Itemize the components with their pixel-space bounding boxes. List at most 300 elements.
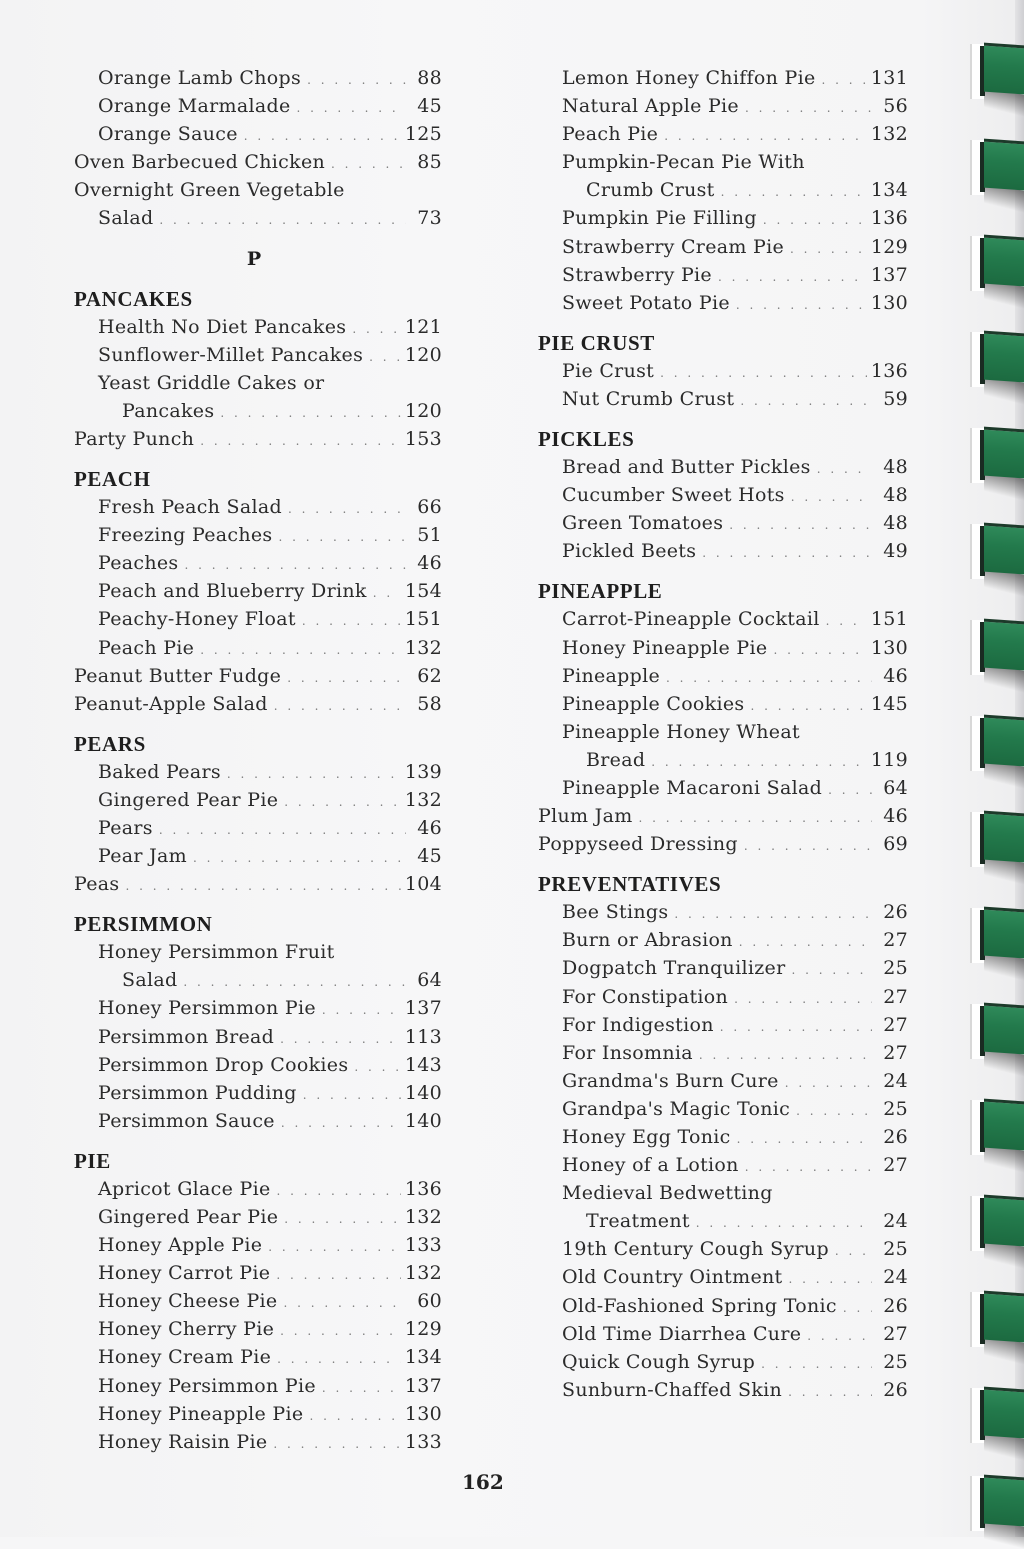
index-entry — [74, 1023, 442, 1051]
leader-dots — [740, 387, 872, 415]
entry-name: Honey Persimmon Pie — [98, 997, 316, 1020]
ring-band — [984, 1195, 1024, 1247]
binding-ring — [958, 1196, 1024, 1266]
entry-name: Old Country Ointment — [562, 1266, 783, 1289]
leader-dots — [750, 692, 866, 720]
leader-dots — [639, 804, 872, 832]
entry-page-number: 104 — [404, 873, 442, 896]
index-entry — [74, 64, 442, 92]
entry-name: Orange Lamb Chops — [98, 67, 302, 89]
entry-page-number: 129 — [404, 1318, 442, 1341]
entry-name: Medieval Bedwetting — [562, 1182, 773, 1205]
index-entry — [538, 1348, 908, 1376]
entry-page-number: 130 — [870, 291, 908, 314]
entry-page-number: 130 — [870, 636, 908, 659]
entry-name: Gingered Pear Pie — [98, 788, 279, 811]
index-entry — [538, 92, 908, 120]
leader-dots — [785, 1069, 872, 1097]
binding-ring — [958, 1476, 1024, 1546]
index-entry — [538, 926, 908, 954]
ring-band — [984, 715, 1024, 767]
binding-ring — [958, 620, 1024, 690]
leader-dots — [331, 150, 406, 178]
entry-page-number: 133 — [404, 1430, 442, 1453]
index-entry — [74, 1428, 442, 1456]
index-entry — [538, 690, 908, 718]
entry-page-number: 24 — [883, 1069, 908, 1092]
index-entry — [74, 1231, 442, 1259]
index-heading: PERSIMMON — [74, 912, 213, 937]
entry-name: Persimmon Drop Cookies — [98, 1053, 349, 1076]
leader-dots — [284, 1205, 401, 1233]
index-entry — [74, 341, 442, 369]
leader-dots — [183, 968, 406, 996]
entry-name: Apricot Glace Pie — [98, 1177, 271, 1200]
index-entry — [538, 1263, 908, 1291]
index-entry — [538, 357, 908, 385]
entry-page-number: 64 — [883, 776, 908, 799]
index-entry — [74, 1175, 442, 1203]
index-entry — [74, 120, 442, 148]
leader-dots — [664, 122, 867, 150]
index-entry — [74, 938, 442, 966]
entry-name: Honey of a Lotion — [562, 1154, 739, 1177]
leader-dots — [278, 523, 406, 551]
entry-page-number: 27 — [883, 929, 908, 952]
entry-page-number: 45 — [417, 95, 442, 118]
leader-dots — [817, 455, 872, 483]
leader-dots — [288, 495, 406, 523]
leader-dots — [369, 343, 401, 371]
index-entry — [538, 1376, 908, 1404]
entry-page-number: 26 — [883, 1126, 908, 1148]
entry-name: Peaches — [98, 552, 179, 575]
entry-page-number: 154 — [404, 580, 442, 603]
index-entry — [74, 148, 442, 176]
entry-name: Oven Barbecued Chicken — [74, 151, 326, 174]
index-entry — [538, 1067, 908, 1095]
entry-page-number: 24 — [883, 1210, 908, 1233]
index-entry — [74, 1051, 442, 1079]
leader-dots — [220, 399, 400, 427]
entry-name: Peas — [74, 873, 120, 896]
entry-name: Health No Diet Pancakes — [98, 315, 347, 338]
index-entry — [74, 814, 442, 842]
index-entry — [538, 289, 908, 317]
entry-page-number: 151 — [870, 608, 908, 631]
entry-name: 19th Century Cough Syrup — [562, 1238, 829, 1261]
entry-page-number: 25 — [883, 1238, 908, 1261]
index-entry — [538, 830, 908, 858]
ring-band — [984, 139, 1024, 191]
entry-name: Pineapple Honey Wheat — [562, 720, 800, 743]
index-entry — [538, 233, 908, 261]
index-entry — [538, 983, 908, 1011]
entry-name: Pears — [98, 816, 153, 839]
index-entry — [538, 64, 908, 92]
entry-name: Crumb Crust — [586, 179, 715, 202]
index-entry — [74, 634, 442, 662]
entry-name: Treatment — [586, 1210, 690, 1233]
entry-page-number: 140 — [404, 1109, 442, 1132]
entry-page-number: 153 — [404, 427, 442, 450]
entry-name: Honey Cherry Pie — [98, 1318, 275, 1341]
index-column-right — [538, 64, 908, 1404]
leader-dots — [739, 928, 872, 956]
entry-name: Pie Crust — [562, 359, 655, 382]
entry-name: Pumpkin Pie Filling — [562, 207, 757, 230]
entry-name: Quick Cough Syrup — [562, 1350, 756, 1373]
index-entry — [74, 758, 442, 786]
leader-dots — [200, 636, 401, 664]
index-entry — [538, 453, 908, 481]
entry-page-number: 64 — [417, 969, 442, 992]
entry-page-number: 136 — [404, 1177, 442, 1200]
entry-name: Honey Pineapple Pie — [562, 636, 768, 659]
entry-name: Yeast Griddle Cakes or — [98, 371, 325, 394]
leader-dots — [763, 206, 867, 234]
leader-dots — [244, 122, 401, 150]
index-entry — [74, 1400, 442, 1428]
binding-ring — [958, 908, 1024, 978]
binding-ring — [958, 1292, 1024, 1362]
index-entry — [74, 1343, 442, 1371]
entry-page-number: 48 — [883, 484, 908, 507]
entry-name: Overnight Green Vegetable — [74, 179, 345, 202]
entry-name: Pear Jam — [98, 845, 187, 868]
entry-name: Plum Jam — [538, 805, 633, 828]
entry-page-number: 113 — [404, 1025, 442, 1048]
index-entry — [74, 1079, 442, 1107]
entry-name: Persimmon Bread — [98, 1025, 275, 1048]
leader-dots — [227, 760, 401, 788]
entry-page-number: 132 — [404, 788, 442, 811]
leader-dots — [307, 66, 406, 94]
entry-page-number: 132 — [404, 1206, 442, 1228]
leader-dots — [773, 636, 866, 664]
index-entry — [74, 521, 442, 549]
index-entry — [74, 1203, 442, 1231]
binding-ring — [958, 1388, 1024, 1458]
entry-page-number: 59 — [883, 387, 908, 410]
index-entry — [74, 690, 442, 718]
index-entry — [74, 1259, 442, 1287]
binding-ring — [958, 812, 1024, 882]
entry-name: Honey Cheese Pie — [98, 1290, 278, 1313]
leader-dots — [791, 483, 872, 511]
leader-dots — [745, 94, 872, 122]
ring-band — [984, 1387, 1024, 1439]
leader-dots — [826, 607, 867, 635]
leader-dots — [761, 1350, 872, 1378]
entry-page-number: 119 — [870, 748, 908, 771]
leader-dots — [718, 263, 867, 291]
index-entry — [538, 176, 908, 204]
binding-ring — [958, 716, 1024, 786]
leader-dots — [744, 832, 872, 860]
leader-dots — [322, 1374, 401, 1402]
leader-dots — [277, 1177, 401, 1205]
index-heading: PIE CRUST — [538, 330, 655, 355]
index-entry — [538, 718, 908, 746]
entry-name: Bread — [586, 748, 646, 771]
entry-name: Sunburn-Chaffed Skin — [562, 1378, 783, 1401]
entry-page-number: 136 — [870, 207, 908, 230]
entry-page-number: 25 — [883, 1350, 908, 1373]
entry-name: Pineapple — [562, 664, 661, 687]
index-entry — [74, 1107, 442, 1135]
leader-dots — [283, 1289, 406, 1317]
entry-name: Strawberry Cream Pie — [562, 235, 785, 258]
index-entry — [538, 774, 908, 802]
entry-page-number: 26 — [883, 1294, 908, 1317]
entry-name: Orange Marmalade — [98, 95, 291, 118]
entry-name: Persimmon Pudding — [98, 1081, 297, 1104]
index-entry — [538, 481, 908, 509]
entry-name: Pineapple Macaroni Salad — [562, 776, 823, 799]
leader-dots — [651, 748, 867, 776]
entry-page-number: 134 — [870, 179, 908, 202]
entry-page-number: 121 — [404, 315, 442, 338]
entry-name: Dogpatch Tranquilizer — [562, 957, 786, 980]
index-entry — [538, 1320, 908, 1348]
entry-page-number: 46 — [883, 664, 908, 687]
index-entry — [538, 1151, 908, 1179]
index-entry — [74, 92, 442, 120]
ring-band — [984, 43, 1024, 95]
entry-name: Lemon Honey Chiffon Pie — [562, 67, 816, 89]
leader-dots — [287, 664, 406, 692]
leader-dots — [302, 607, 401, 635]
binding-ring — [958, 524, 1024, 594]
binding-ring — [958, 140, 1024, 210]
ring-band — [984, 523, 1024, 575]
index-entry — [538, 120, 908, 148]
index-entry — [538, 898, 908, 926]
index-heading: PANCAKES — [74, 286, 193, 311]
leader-dots — [790, 235, 867, 263]
leader-dots — [737, 1125, 872, 1153]
entry-page-number: 132 — [870, 123, 908, 146]
entry-name: Grandpa's Magic Tonic — [562, 1097, 791, 1120]
index-entry — [538, 537, 908, 565]
entry-name: Pickled Beets — [562, 540, 697, 563]
binding-ring — [958, 236, 1024, 306]
index-entry — [538, 1123, 908, 1151]
entry-name: Carrot-Pineapple Cocktail — [562, 608, 820, 631]
entry-name: Grandma's Burn Cure — [562, 1069, 779, 1092]
entry-page-number: 26 — [883, 1378, 908, 1401]
entry-page-number: 45 — [417, 845, 442, 868]
entry-name: Strawberry Pie — [562, 263, 712, 286]
entry-name: Bee Stings — [562, 901, 669, 924]
leader-dots — [281, 1109, 401, 1137]
entry-page-number: 48 — [883, 456, 908, 479]
entry-name: Sweet Potato Pie — [562, 291, 730, 314]
index-entry — [538, 634, 908, 662]
entry-page-number: 25 — [883, 1097, 908, 1120]
entry-page-number: 137 — [870, 263, 908, 286]
entry-name: Cucumber Sweet Hots — [562, 484, 785, 507]
entry-page-number: 27 — [883, 985, 908, 1008]
leader-dots — [699, 1041, 872, 1069]
entry-name: Honey Pineapple Pie — [98, 1402, 304, 1425]
entry-name: Nut Crumb Crust — [562, 387, 735, 410]
leader-dots — [835, 1237, 872, 1265]
leader-dots — [274, 692, 406, 720]
leader-dots — [277, 1345, 401, 1373]
index-entry — [74, 549, 442, 577]
entry-page-number: 139 — [404, 760, 442, 783]
index-entry — [74, 577, 442, 605]
index-entry — [538, 662, 908, 690]
entry-name: Honey Egg Tonic — [562, 1126, 731, 1148]
entry-name: Peanut-Apple Salad — [74, 692, 268, 715]
leader-dots — [352, 315, 400, 343]
entry-name: Salad — [98, 207, 154, 230]
entry-page-number: 58 — [417, 692, 442, 715]
index-entry — [538, 1292, 908, 1320]
entry-name: Old Time Diarrhea Cure — [562, 1322, 802, 1345]
index-heading: PINEAPPLE — [538, 579, 663, 604]
index-entry — [74, 605, 442, 633]
entry-name: Party Punch — [74, 427, 195, 450]
entry-page-number: 46 — [883, 805, 908, 828]
entry-name: Poppyseed Dressing — [538, 833, 738, 856]
ring-band — [984, 1291, 1024, 1343]
entry-page-number: 46 — [417, 816, 442, 839]
leader-dots — [736, 291, 867, 319]
entry-name: Old-Fashioned Spring Tonic — [562, 1294, 837, 1317]
index-entry — [538, 802, 908, 830]
index-heading: PEARS — [74, 731, 146, 756]
entry-name: Gingered Pear Pie — [98, 1206, 279, 1228]
leader-dots — [721, 178, 867, 206]
ring-band — [984, 331, 1024, 383]
entry-name: Honey Persimmon Pie — [98, 1374, 316, 1397]
entry-page-number: 27 — [883, 1154, 908, 1177]
index-entry — [538, 1235, 908, 1263]
binding-ring — [958, 1100, 1024, 1170]
index-entry — [74, 313, 442, 341]
leader-dots — [303, 1081, 401, 1109]
leader-dots — [828, 776, 872, 804]
entry-page-number: 69 — [883, 833, 908, 856]
leader-dots — [788, 1265, 872, 1293]
leader-dots — [843, 1294, 872, 1322]
entry-name: For Insomnia — [562, 1041, 693, 1064]
entry-page-number: 120 — [404, 343, 442, 366]
entry-name: Fresh Peach Salad — [98, 496, 282, 519]
index-entry — [538, 1011, 908, 1039]
leader-dots — [373, 579, 401, 607]
entry-name: Peach and Blueberry Drink — [98, 580, 367, 603]
index-entry — [74, 1287, 442, 1315]
entry-name: Sunflower-Millet Pancakes — [98, 343, 364, 366]
leader-dots — [273, 1430, 400, 1458]
entry-page-number: 56 — [883, 95, 908, 118]
index-entry — [74, 493, 442, 521]
index-entry — [538, 1095, 908, 1123]
entry-page-number: 132 — [404, 1262, 442, 1285]
index-entry — [538, 1207, 908, 1235]
index-entry — [74, 786, 442, 814]
entry-page-number: 24 — [883, 1266, 908, 1289]
index-entry — [74, 994, 442, 1022]
index-entry — [74, 369, 442, 397]
index-entry — [538, 148, 908, 176]
index-entry — [74, 966, 442, 994]
leader-dots — [284, 788, 401, 816]
entry-name: For Constipation — [562, 985, 729, 1008]
leader-dots — [297, 94, 407, 122]
leader-dots — [193, 844, 406, 872]
entry-page-number: 129 — [870, 235, 908, 258]
entry-name: Honey Carrot Pie — [98, 1262, 271, 1285]
ring-band — [984, 427, 1024, 479]
ring-band — [984, 811, 1024, 863]
entry-name: Persimmon Sauce — [98, 1109, 275, 1132]
leader-dots — [159, 816, 406, 844]
leader-dots — [309, 1402, 400, 1430]
entry-name: Burn or Abrasion — [562, 929, 733, 952]
leader-dots — [791, 956, 872, 984]
entry-page-number: 26 — [883, 901, 908, 924]
entry-name: Pumpkin-Pecan Pie With — [562, 151, 805, 174]
entry-name: Natural Apple Pie — [562, 95, 739, 118]
leader-dots — [660, 359, 867, 387]
entry-page-number: 145 — [870, 692, 908, 715]
entry-name: Bread and Butter Pickles — [562, 456, 811, 479]
binding-ring — [958, 332, 1024, 402]
entry-name: Pancakes — [122, 399, 215, 422]
entry-name: Peachy-Honey Float — [98, 608, 296, 631]
index-column-left — [74, 64, 442, 1456]
leader-dots — [280, 1317, 401, 1345]
leader-dots — [822, 66, 867, 94]
entry-name: Baked Pears — [98, 760, 221, 783]
index-entry — [74, 204, 442, 232]
leader-dots — [696, 1209, 872, 1237]
leader-dots — [745, 1153, 872, 1181]
leader-dots — [159, 206, 406, 234]
entry-page-number: 140 — [404, 1081, 442, 1104]
entry-page-number: 143 — [404, 1053, 442, 1076]
entry-page-number: 130 — [404, 1402, 442, 1425]
section-letter: P — [246, 247, 262, 270]
leader-dots — [666, 664, 872, 692]
leader-dots — [720, 1013, 872, 1041]
entry-page-number: 51 — [417, 524, 442, 547]
ring-band — [984, 907, 1024, 959]
entry-page-number: 27 — [883, 1322, 908, 1345]
index-entry — [538, 261, 908, 289]
leader-dots — [788, 1378, 872, 1406]
entry-name: Peach Pie — [562, 123, 659, 146]
entry-page-number: 27 — [883, 1041, 908, 1064]
leader-dots — [796, 1097, 872, 1125]
leader-dots — [729, 511, 872, 539]
ring-band — [984, 235, 1024, 287]
leader-dots — [125, 872, 400, 900]
leader-dots — [280, 1025, 401, 1053]
entry-name: Honey Raisin Pie — [98, 1430, 268, 1453]
entry-name: Peanut Butter Fudge — [74, 664, 282, 687]
entry-page-number: 131 — [870, 67, 908, 89]
entry-name: For Indigestion — [562, 1013, 714, 1036]
entry-name: Freezing Peaches — [98, 524, 273, 547]
index-entry — [74, 1372, 442, 1400]
